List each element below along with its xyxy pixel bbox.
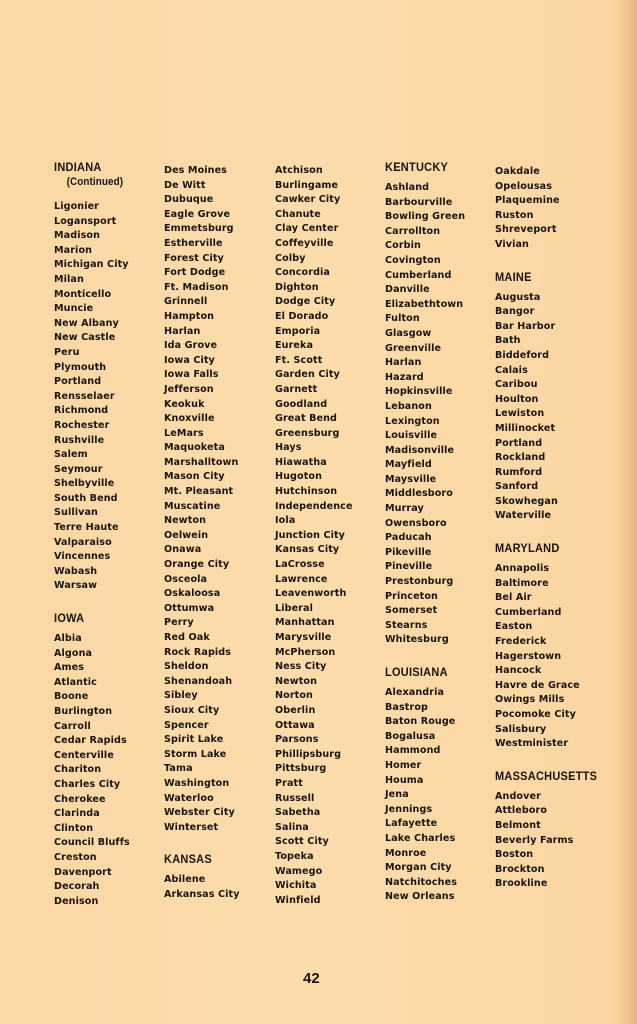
state-heading: KANSAS — [164, 852, 212, 867]
city-item: Madisonville — [385, 444, 455, 456]
city-item: Dodge City — [275, 296, 336, 308]
city-item: Whitesburg — [385, 634, 449, 646]
city-item: Milan — [54, 273, 84, 285]
city-item: Cumberland — [385, 269, 452, 281]
city-item: Harlan — [164, 325, 201, 337]
city-item: Homer — [385, 759, 422, 771]
city-item: Bel Air — [495, 592, 532, 604]
city-item: Muscatine — [164, 500, 221, 512]
city-item: Cawker City — [275, 194, 341, 206]
city-item: Rock Rapids — [164, 646, 232, 658]
city-item: Mayfield — [385, 459, 432, 471]
city-item: Council Bluffs — [54, 837, 130, 849]
city-item: Clarinda — [54, 808, 100, 820]
city-item: Rensselaer — [54, 390, 115, 402]
city-item: Greensburg — [275, 427, 340, 439]
city-item: Great Bend — [275, 413, 338, 425]
city-item: Hagerstown — [495, 650, 562, 662]
city-item: Chariton — [54, 764, 102, 776]
city-item: Sanford — [495, 481, 539, 493]
city-item: Ft. Scott — [275, 354, 323, 366]
city-item: Knoxville — [164, 413, 215, 425]
city-item: Salina — [275, 821, 309, 833]
city-item: Emporia — [275, 325, 321, 337]
city-item: Brockton — [495, 863, 545, 875]
city-item: Garnett — [275, 383, 318, 395]
city-item: Arkansas City — [164, 888, 240, 900]
city-item: Cedar Rapids — [54, 735, 127, 747]
city-item: Maysville — [385, 473, 437, 485]
city-item: Ames — [54, 662, 85, 674]
city-item: Hays — [275, 442, 302, 454]
city-item: Somerset — [385, 605, 438, 617]
city-item: Washington — [164, 777, 230, 789]
city-item: Burlingame — [275, 179, 339, 191]
city-item: Danville — [385, 284, 430, 296]
city-item: Charles City — [54, 778, 121, 790]
column-4 — [385, 160, 465, 905]
city-item: Ottawa — [275, 719, 315, 731]
city-item: Chanute — [275, 208, 321, 220]
city-item: Plaquemine — [495, 195, 560, 207]
city-item: Oberlin — [275, 704, 316, 716]
city-item: Estherville — [164, 237, 223, 249]
city-item: Algona — [54, 647, 93, 659]
city-item: Belmont — [495, 819, 541, 831]
city-item: Sibley — [164, 690, 198, 702]
column-5 — [495, 165, 609, 892]
city-item: Oelwein — [164, 529, 209, 541]
city-item: Grinnell — [164, 296, 208, 308]
city-item: Eureka — [275, 340, 314, 352]
city-item: Shenandoah — [164, 675, 233, 687]
city-item: Ft. Madison — [164, 281, 229, 293]
city-item: Sioux City — [164, 704, 220, 716]
city-item: Keokuk — [164, 398, 205, 410]
city-item: Michigan City — [54, 259, 129, 271]
city-item: Ness City — [275, 661, 327, 673]
city-item: Monticello — [54, 288, 112, 300]
city-item: Newton — [164, 515, 207, 527]
city-item: Seymour — [54, 463, 103, 475]
city-item: Warsaw — [54, 580, 98, 592]
city-item: Beverly Farms — [495, 834, 574, 846]
city-item: Topeka — [275, 850, 314, 862]
column-1 — [54, 160, 131, 909]
city-item: Fort Dodge — [164, 267, 226, 279]
city-item: Opelousas — [495, 180, 553, 192]
city-item: Hutchinson — [275, 486, 338, 498]
city-item: Abilene — [164, 874, 206, 886]
city-item: Plymouth — [54, 361, 107, 373]
city-item: Caribou — [495, 379, 538, 391]
city-item: New Orleans — [385, 891, 455, 903]
state-heading: LOUISIANA — [385, 665, 448, 679]
city-item: Dighton — [275, 281, 319, 293]
city-item: Liberal — [275, 602, 313, 614]
city-item: Dubuque — [164, 194, 214, 206]
city-item: Logansport — [54, 215, 117, 227]
city-item: Hazard — [385, 371, 424, 383]
city-item: Pocomoke City — [495, 709, 576, 720]
city-item: Boone — [54, 691, 89, 703]
city-item: Shreveport — [495, 224, 557, 236]
state-heading: MASSACHUSETTS — [495, 768, 598, 783]
city-item: Lexington — [385, 415, 440, 427]
city-item: Carrollton — [385, 225, 441, 237]
column-3 — [275, 164, 353, 908]
city-item: Louisville — [385, 430, 438, 442]
city-item: New Albany — [54, 317, 119, 329]
city-item: Mason City — [164, 471, 225, 483]
city-item: Elizabethtown — [385, 298, 464, 310]
state-heading: MAINE — [495, 269, 532, 284]
page-number: 42 — [303, 970, 320, 987]
city-item: Osceola — [164, 573, 208, 585]
city-item: Pittsburg — [275, 763, 327, 775]
city-item: Valparaiso — [54, 536, 112, 548]
city-item: Mt. Pleasant — [164, 486, 234, 498]
city-item: Rockland — [495, 452, 546, 464]
state-heading: IOWA — [54, 611, 85, 626]
city-item: Skowhegan — [495, 495, 558, 507]
city-item: Bar Harbor — [495, 320, 556, 332]
city-item: Bowling Green — [385, 211, 466, 223]
state-heading: KENTUCKY — [385, 160, 449, 174]
city-item: Oskaloosa — [164, 588, 221, 600]
city-item: Princeton — [385, 590, 438, 602]
city-item: Rumford — [495, 466, 543, 478]
city-item: Orange City — [164, 559, 230, 571]
city-item: Rushville — [54, 434, 105, 446]
city-item: Murray — [385, 503, 424, 515]
city-item: Millinocket — [495, 422, 556, 434]
city-item: Wichita — [275, 880, 317, 892]
city-item: Waterville — [495, 510, 552, 522]
city-item: Carroll — [54, 720, 91, 732]
city-item: Brookline — [495, 878, 548, 890]
city-item: Wabash — [54, 565, 98, 577]
city-item: Creston — [54, 851, 97, 863]
city-item: Davenport — [54, 866, 112, 878]
city-item: Albia — [54, 633, 82, 645]
city-item: Alexandria — [385, 687, 445, 698]
city-item: Portland — [495, 437, 543, 449]
city-item: Easton — [495, 621, 533, 633]
city-item: Cumberland — [495, 606, 562, 618]
city-item: Clay Center — [275, 223, 339, 235]
city-item: Red Oak — [164, 632, 210, 643]
city-item: Stearns — [385, 619, 428, 631]
city-item: Burlington — [54, 706, 113, 717]
city-item: Terre Haute — [54, 522, 119, 534]
city-item: Westminister — [495, 738, 569, 750]
city-item: Jefferson — [164, 383, 214, 395]
city-item: Maquoketa — [164, 442, 225, 454]
city-item: Scott City — [275, 836, 329, 848]
city-item: Annapolis — [495, 563, 550, 575]
city-item: Fulton — [385, 313, 420, 325]
city-item: South Bend — [54, 492, 118, 504]
city-item: Frederick — [495, 636, 547, 648]
city-item: Cherokee — [54, 793, 106, 805]
city-item: Onawa — [164, 544, 202, 556]
continued-label: (Continued) — [66, 176, 124, 188]
city-item: Junction City — [275, 529, 346, 541]
city-item: Sullivan — [54, 507, 98, 519]
city-item: Des Moines — [164, 165, 227, 176]
city-item: Portland — [54, 376, 102, 388]
city-item: Forest City — [164, 252, 224, 264]
city-item: Goodland — [275, 398, 328, 410]
city-item: Atlantic — [54, 676, 97, 688]
city-item: Leavenworth — [275, 588, 347, 600]
column-2 — [164, 164, 240, 903]
city-item: Lawrence — [275, 573, 328, 585]
city-item: Independence — [275, 500, 353, 512]
city-item: Barbourville — [385, 196, 453, 208]
city-item: Clinton — [54, 822, 94, 834]
city-item: Garden City — [275, 369, 340, 381]
city-item: Winterset — [164, 821, 219, 833]
city-item: El Dorado — [275, 310, 329, 322]
city-item: Winfield — [275, 894, 321, 906]
city-item: Pratt — [275, 777, 303, 789]
city-item: Marshalltown — [164, 456, 239, 468]
city-item: Spirit Lake — [164, 734, 224, 746]
city-item: Wamego — [275, 865, 323, 877]
city-item: Houlton — [495, 393, 539, 405]
city-item: Ottumwa — [164, 602, 215, 614]
city-item: Salem — [54, 449, 88, 461]
city-item: LeMars — [164, 427, 204, 439]
city-item: Glasgow — [385, 327, 432, 339]
city-item: Owings Mills — [495, 694, 565, 706]
city-item: Phillipsburg — [275, 748, 342, 760]
city-item: Lebanon — [385, 400, 432, 412]
city-item: Jena — [385, 789, 409, 801]
city-item: Calais — [495, 364, 528, 376]
city-item: Ruston — [495, 209, 534, 221]
city-item: Bath — [495, 335, 521, 347]
city-item: Kansas City — [275, 544, 340, 556]
city-item: Eagle Grove — [164, 208, 231, 220]
city-item: Sabetha — [275, 807, 321, 819]
city-item: Russell — [275, 792, 315, 804]
city-item: Hampton — [164, 310, 215, 322]
city-item: Corbin — [385, 240, 421, 252]
city-item: De Witt — [164, 179, 206, 191]
city-item: Lake Charles — [385, 832, 456, 844]
state-heading: INDIANA — [54, 160, 102, 174]
city-item: Havre de Grace — [495, 679, 580, 691]
city-item: McPherson — [275, 646, 336, 658]
city-item: Marion — [54, 244, 93, 256]
city-item: Middlesboro — [385, 488, 453, 500]
city-item: Hammond — [385, 745, 441, 757]
city-item: Greenville — [385, 342, 442, 354]
city-item: New Castle — [54, 332, 116, 344]
city-item: Madison — [54, 230, 101, 242]
city-item: Paducah — [385, 532, 432, 544]
city-item: Rochester — [54, 419, 110, 431]
city-item: Manhattan — [275, 617, 335, 629]
city-item: Emmetsburg — [164, 223, 234, 235]
city-item: Iola — [275, 515, 296, 527]
city-item: Lewiston — [495, 408, 545, 420]
city-item: Lafayette — [385, 818, 438, 830]
city-item: Colby — [275, 252, 306, 264]
city-item: Pikeville — [385, 546, 432, 558]
city-item: Perry — [164, 617, 194, 629]
city-item: Hiawatha — [275, 456, 327, 468]
city-item: Natchitoches — [385, 876, 458, 888]
city-item: Waterloo — [164, 792, 214, 804]
city-item: Ligonier — [54, 201, 100, 212]
city-item: Owensboro — [385, 517, 447, 529]
city-item: Marysville — [275, 632, 332, 643]
city-item: Harlan — [385, 357, 422, 369]
city-item: Atchison — [275, 165, 323, 176]
city-item: LaCrosse — [275, 559, 325, 571]
city-item: Parsons — [275, 734, 319, 746]
city-item: Andover — [495, 790, 541, 802]
city-item: Prestonburg — [385, 576, 454, 588]
city-item: Peru — [54, 346, 80, 358]
state-heading: MARYLAND — [495, 541, 560, 556]
city-item: Salisbury — [495, 723, 547, 735]
city-item: Biddeford — [495, 349, 550, 361]
city-item: Richmond — [54, 405, 109, 417]
city-item: Muncie — [54, 303, 94, 315]
city-item: Vivian — [495, 238, 529, 250]
city-item: Sheldon — [164, 661, 209, 673]
city-item: Attleboro — [495, 805, 548, 817]
city-item: Tama — [164, 763, 193, 775]
city-item: Oakdale — [495, 166, 540, 177]
city-item: Denison — [54, 895, 99, 907]
city-item: Ida Grove — [164, 340, 218, 352]
city-item: Ashland — [385, 182, 430, 193]
city-item: Jennings — [385, 803, 433, 815]
city-item: Bangor — [495, 306, 535, 318]
city-item: Morgan City — [385, 862, 452, 874]
city-item: Shelbyville — [54, 478, 115, 490]
city-item: Webster City — [164, 807, 235, 819]
city-item: Baltimore — [495, 577, 549, 589]
city-item: Norton — [275, 690, 313, 702]
city-item: Houma — [385, 774, 424, 786]
city-item: Concordia — [275, 267, 331, 279]
city-item: Decorah — [54, 881, 100, 893]
city-item: Augusta — [495, 291, 541, 303]
city-item: Storm Lake — [164, 748, 227, 760]
city-item: Covington — [385, 254, 441, 266]
city-item: Hancock — [495, 665, 542, 677]
city-item: Boston — [495, 849, 534, 861]
city-item: Hopkinsville — [385, 386, 453, 398]
city-item: Spencer — [164, 719, 209, 731]
city-item: Pineville — [385, 561, 433, 573]
city-item: Newton — [275, 675, 318, 687]
city-item: Baton Rouge — [385, 716, 456, 728]
city-item: Iowa Falls — [164, 369, 219, 381]
city-item: Bogalusa — [385, 730, 436, 742]
city-item: Centerville — [54, 749, 114, 761]
city-item: Iowa City — [164, 354, 215, 366]
city-item: Hugoton — [275, 471, 323, 483]
city-item: Monroe — [385, 847, 427, 859]
city-item: Coffeyville — [275, 237, 334, 249]
city-item: Vincennes — [54, 551, 111, 563]
city-item: Bastrop — [385, 701, 428, 713]
